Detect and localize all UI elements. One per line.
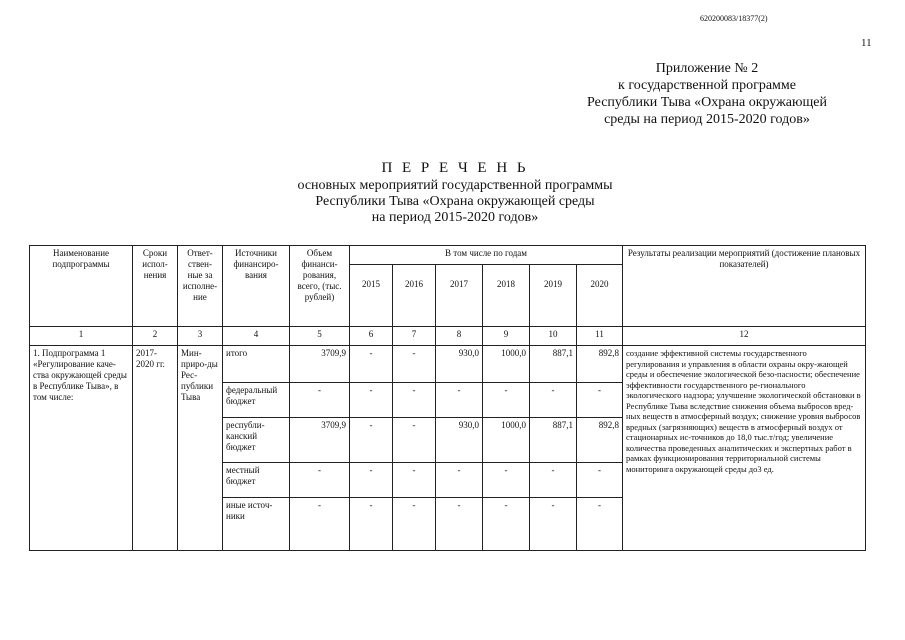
- header-responsible: Ответ-ствен-ные за исполне-ние: [178, 246, 223, 327]
- appendix-line-2: к государственной программе: [618, 78, 796, 93]
- col-number: 7: [393, 327, 436, 346]
- header-year-2019: 2019: [530, 265, 577, 327]
- funding-2018: -: [483, 383, 530, 418]
- funding-total: -: [290, 498, 350, 551]
- appendix-line-4: среды на период 2015-2020 годов»: [604, 112, 810, 127]
- heading-line-4: на период 2015-2020 годов»: [371, 210, 539, 225]
- appendix-line-1: Приложение № 2: [655, 61, 759, 76]
- funding-2020: 892,8: [577, 418, 623, 463]
- header-sources: Источники финансиро-вания: [223, 246, 290, 327]
- col-number: 6: [350, 327, 393, 346]
- header-year-2017: 2017: [436, 265, 483, 327]
- header-terms: Сроки испол-нения: [133, 246, 178, 327]
- funding-2019: 887,1: [530, 346, 577, 383]
- funding-source: итого: [223, 346, 290, 383]
- funding-2015: -: [350, 463, 393, 498]
- funding-total: -: [290, 463, 350, 498]
- funding-2015: -: [350, 346, 393, 383]
- col-number: 10: [530, 327, 577, 346]
- funding-2018: 1000,0: [483, 346, 530, 383]
- header-by-years: В том числе по годам: [350, 246, 623, 265]
- funding-2016: -: [393, 383, 436, 418]
- funding-2017: 930,0: [436, 346, 483, 383]
- funding-2017: 930,0: [436, 418, 483, 463]
- col-number: 2: [133, 327, 178, 346]
- funding-2016: -: [393, 498, 436, 551]
- col-number: 5: [290, 327, 350, 346]
- col-number: 8: [436, 327, 483, 346]
- subprogram-name: 1. Подпрограмма 1 «Регулирование каче-ства окружающей среды в Республике Тыва», в том числе:: [30, 346, 133, 551]
- funding-total: 3709,9: [290, 418, 350, 463]
- col-number: 9: [483, 327, 530, 346]
- col-number: 1: [30, 327, 133, 346]
- heading-title: П Е Р Е Ч Е Н Ь: [381, 160, 529, 176]
- funding-2020: 892,8: [577, 346, 623, 383]
- subprogram-responsible: Мин-приро-ды Рес-публики Тыва: [178, 346, 223, 551]
- funding-2019: -: [530, 383, 577, 418]
- funding-2015: -: [350, 383, 393, 418]
- header-results: Результаты реализации мероприятий (достижение плановых показателей): [623, 246, 866, 327]
- appendix-line-3: Республики Тыва «Охрана окружающей: [587, 95, 827, 110]
- funding-2016: -: [393, 463, 436, 498]
- col-number: 3: [178, 327, 223, 346]
- document-heading: [200, 160, 710, 226]
- funding-2020: -: [577, 498, 623, 551]
- header-year-2015: 2015: [350, 265, 393, 327]
- results-text: создание эффективной системы государственного регулирования и управления в области охраны окру-жающей среды и обеспечение экологической безо-пасности; обеспечение эффективности государственного ре-гионального экологического надзора; улучшение экологической обстановки в Республике Тыва вследствие снижения объема выбросов вред-ных веществ в атмосферный воздух; снижение уровня выбросов вредных (загрязняющих) веществ в атмосферный воздух от стационарных ис-точников до 18,0 тыс.т/год; увеличение количества проведенных аналитических и экспертных работ в рамках функционирования территориальной системы мониторинга окружающей среды до3 ед.: [623, 346, 866, 551]
- funding-source: местный бюджет: [223, 463, 290, 498]
- funding-2016: -: [393, 418, 436, 463]
- funding-2019: 887,1: [530, 418, 577, 463]
- funding-2017: -: [436, 498, 483, 551]
- funding-2018: -: [483, 463, 530, 498]
- funding-2019: -: [530, 498, 577, 551]
- funding-2020: -: [577, 463, 623, 498]
- col-number: 11: [577, 327, 623, 346]
- funding-2018: -: [483, 498, 530, 551]
- col-number: 12: [623, 327, 866, 346]
- heading-line-3: Республики Тыва «Охрана окружающей среды: [315, 194, 595, 209]
- subprogram-terms: 2017-2020 гг.: [133, 346, 178, 551]
- header-row: [30, 246, 866, 265]
- funding-source: республи-канский бюджет: [223, 418, 290, 463]
- page-number: 11: [861, 37, 872, 49]
- header-name: Наименование подпрограммы: [30, 246, 133, 327]
- funding-source: иные источ-ники: [223, 498, 290, 551]
- header-year-2016: 2016: [393, 265, 436, 327]
- col-number: 4: [223, 327, 290, 346]
- funding-2020: -: [577, 383, 623, 418]
- header-year-2018: 2018: [483, 265, 530, 327]
- heading-line-2: основных мероприятий государственной программы: [297, 178, 613, 193]
- activities-table: [29, 245, 866, 551]
- funding-2018: 1000,0: [483, 418, 530, 463]
- funding-2017: -: [436, 463, 483, 498]
- funding-2019: -: [530, 463, 577, 498]
- document-id: 620200083/18377(2): [700, 14, 768, 23]
- header-year-2020: 2020: [577, 265, 623, 327]
- funding-2015: -: [350, 418, 393, 463]
- funding-2016: -: [393, 346, 436, 383]
- funding-2017: -: [436, 383, 483, 418]
- appendix-header: [557, 60, 857, 128]
- funding-source: федеральный бюджет: [223, 383, 290, 418]
- header-volume: Объем финанси-рования, всего, (тыс. рублей): [290, 246, 350, 327]
- funding-2015: -: [350, 498, 393, 551]
- column-numbers-row: [30, 327, 866, 346]
- funding-total: -: [290, 383, 350, 418]
- table-row: [30, 346, 866, 383]
- funding-total: 3709,9: [290, 346, 350, 383]
